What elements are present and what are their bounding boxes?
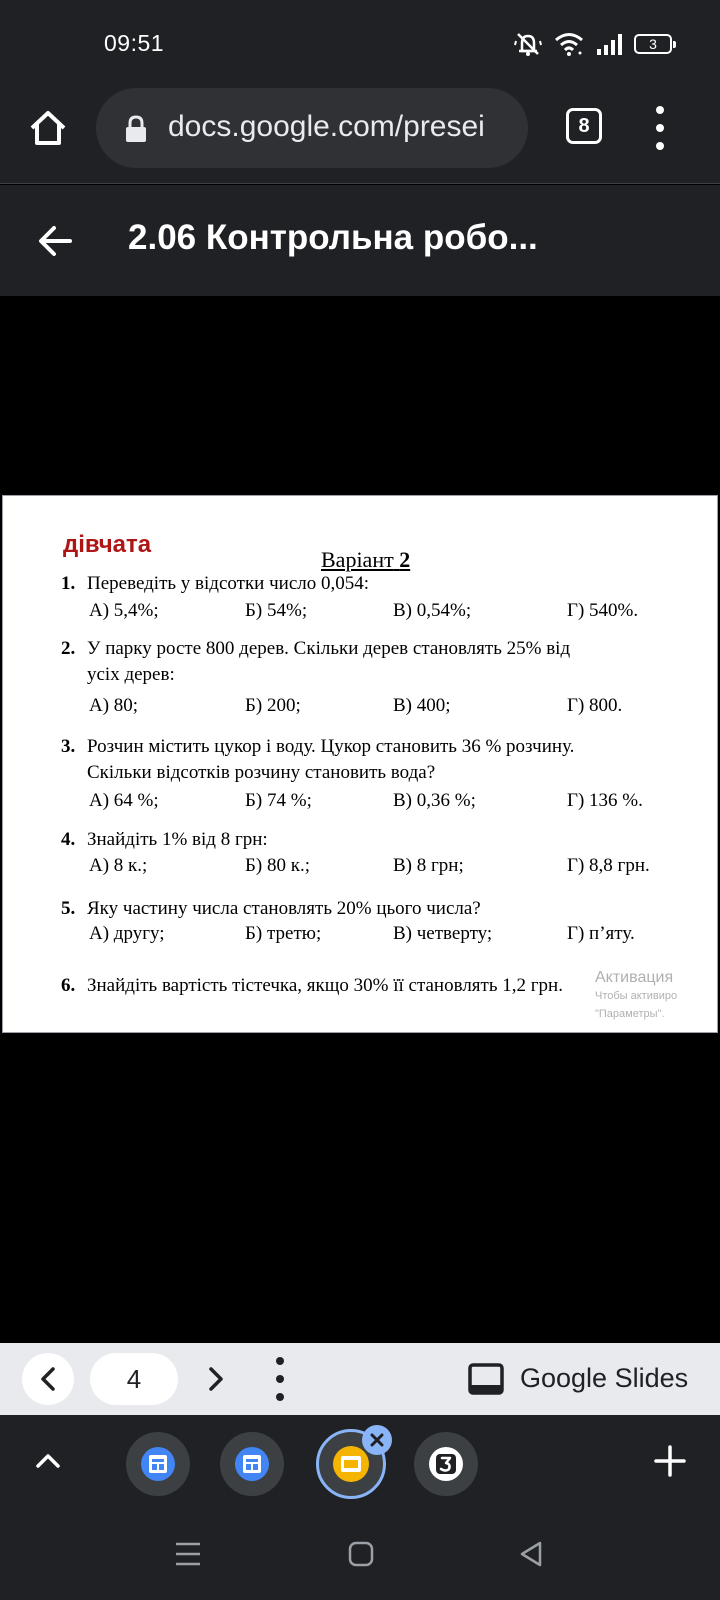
- answer-option: Б) 54%;: [245, 600, 308, 621]
- close-icon: [369, 1432, 385, 1448]
- slides-more-button[interactable]: [272, 1357, 288, 1401]
- question-text: У парку росте 800 дерев. Скільки дерев становлять 25% від: [87, 638, 571, 659]
- answer-option: А) 64 %;: [89, 790, 159, 811]
- tab-thumbnail-forms[interactable]: [126, 1432, 190, 1496]
- question-text: Знайдіть вартість тістечка, якщо 30% її становлять 1,2 грн.: [87, 975, 563, 996]
- wifi-icon: [554, 32, 584, 56]
- slide-tag: дівчата: [63, 531, 152, 558]
- form-app-icon: [140, 1446, 176, 1482]
- question-number: 2.: [61, 638, 76, 659]
- slide-number: 4: [126, 1363, 142, 1394]
- question-number: 4.: [61, 829, 76, 850]
- answer-option: А) другу;: [89, 923, 165, 944]
- close-tab-button[interactable]: [362, 1425, 392, 1455]
- variant-label: Варіант: [321, 547, 394, 572]
- status-icons: [514, 30, 672, 58]
- tab-switcher-button[interactable]: [566, 108, 602, 144]
- address-bar[interactable]: [96, 88, 528, 168]
- question-text: Розчин містить цукор і воду. Цукор становить 36 % розчину.: [87, 736, 575, 757]
- question-1: [61, 571, 369, 597]
- question-6: [61, 973, 563, 999]
- watermark-line: "Параметры".: [595, 1008, 665, 1020]
- recent-apps-icon[interactable]: [174, 1541, 202, 1567]
- answer-option: А) 5,4%;: [89, 600, 159, 621]
- document-title-bar: [0, 185, 720, 296]
- question-text: Переведіть у відсотки число 0,054:: [87, 573, 370, 594]
- answer-option: Г) 800.: [567, 695, 623, 716]
- chevron-left-icon: [37, 1366, 59, 1392]
- mute-icon: [514, 31, 542, 57]
- question-text: Скільки відсотків розчину становить вода?: [87, 762, 436, 783]
- url-text: docs.google.com/presei: [168, 110, 485, 143]
- tab-thumbnail-forms-2[interactable]: [220, 1432, 284, 1496]
- tab-thumbnail-other[interactable]: [414, 1432, 478, 1496]
- system-navigation-bar: [0, 1513, 720, 1600]
- menu-dot-icon: [656, 106, 664, 114]
- home-nav-icon[interactable]: [348, 1541, 374, 1567]
- document-title: 2.06 Контрольна робо...: [128, 218, 538, 257]
- answer-option: А) 8 к.;: [89, 855, 148, 876]
- question-5: [61, 896, 481, 922]
- menu-dot-icon: [276, 1393, 284, 1401]
- slide-number-field[interactable]: [90, 1353, 178, 1405]
- home-icon[interactable]: [26, 106, 70, 150]
- back-arrow-icon[interactable]: [36, 221, 76, 261]
- tab-strip: [0, 1415, 720, 1513]
- menu-dot-icon: [656, 124, 664, 132]
- slides-app-icon: [332, 1445, 370, 1483]
- question-3: [61, 734, 574, 786]
- battery-level: 3: [649, 36, 657, 52]
- answer-option: Б) 74 %;: [245, 790, 312, 811]
- watermark-line: Чтобы активиро: [595, 990, 678, 1002]
- slide: [2, 495, 718, 1033]
- browser-toolbar: [0, 88, 720, 184]
- tab-count: 8: [578, 114, 590, 137]
- new-tab-plus-icon[interactable]: [652, 1443, 688, 1479]
- status-time: 09:51: [104, 30, 165, 56]
- answer-option: В) 0,36 %;: [393, 790, 476, 811]
- answer-option: Б) 80 к.;: [245, 855, 310, 876]
- answer-option: Г) 136 %.: [567, 790, 643, 811]
- answer-option: В) 0,54%;: [393, 600, 472, 621]
- answer-option: Г) 540%.: [567, 600, 639, 621]
- chevron-right-icon: [205, 1366, 227, 1392]
- variant-heading: [321, 547, 410, 573]
- answer-option: Б) 200;: [245, 695, 301, 716]
- question-text: Яку частину числа становлять 20% цього числа?: [87, 898, 481, 919]
- browser-menu-button[interactable]: [648, 106, 672, 150]
- question-number: 5.: [61, 898, 76, 919]
- question-number: 6.: [61, 975, 76, 996]
- answer-option: Г) 8,8 грн.: [567, 855, 650, 876]
- answer-option: В) четверту;: [393, 923, 493, 944]
- answer-option: А) 80;: [89, 695, 139, 716]
- next-slide-button[interactable]: [198, 1357, 234, 1401]
- watermark-title: Активация: [595, 969, 674, 986]
- question-text: усіх дерев:: [87, 664, 175, 685]
- menu-dot-icon: [276, 1375, 284, 1383]
- google-slides-icon[interactable]: [468, 1363, 504, 1395]
- answer-option: В) 400;: [393, 695, 451, 716]
- back-nav-icon[interactable]: [518, 1541, 544, 1567]
- slides-navigation-bar: [0, 1343, 720, 1415]
- form-app-icon: [234, 1446, 270, 1482]
- answer-option: В) 8 грн;: [393, 855, 464, 876]
- signal-icon: [596, 33, 622, 55]
- chevron-up-icon[interactable]: [32, 1445, 64, 1477]
- question-4: [61, 827, 268, 853]
- question-text: Знайдіть 1% від 8 грн:: [87, 829, 268, 850]
- activation-watermark: [595, 969, 677, 1023]
- question-number: 1.: [61, 573, 76, 594]
- variant-number: 2: [399, 547, 411, 572]
- menu-dot-icon: [656, 142, 664, 150]
- status-bar: [0, 0, 720, 88]
- answer-option: Г) п’яту.: [567, 923, 635, 944]
- menu-dot-icon: [276, 1357, 284, 1365]
- question-2: [61, 636, 570, 688]
- answer-option: Б) третю;: [245, 923, 322, 944]
- battery-icon: [634, 34, 672, 54]
- lock-icon: [124, 115, 148, 143]
- previous-slide-button[interactable]: [22, 1353, 74, 1405]
- google-slides-label[interactable]: Google Slides: [520, 1363, 689, 1393]
- app-three-icon: [428, 1446, 464, 1482]
- question-number: 3.: [61, 736, 76, 757]
